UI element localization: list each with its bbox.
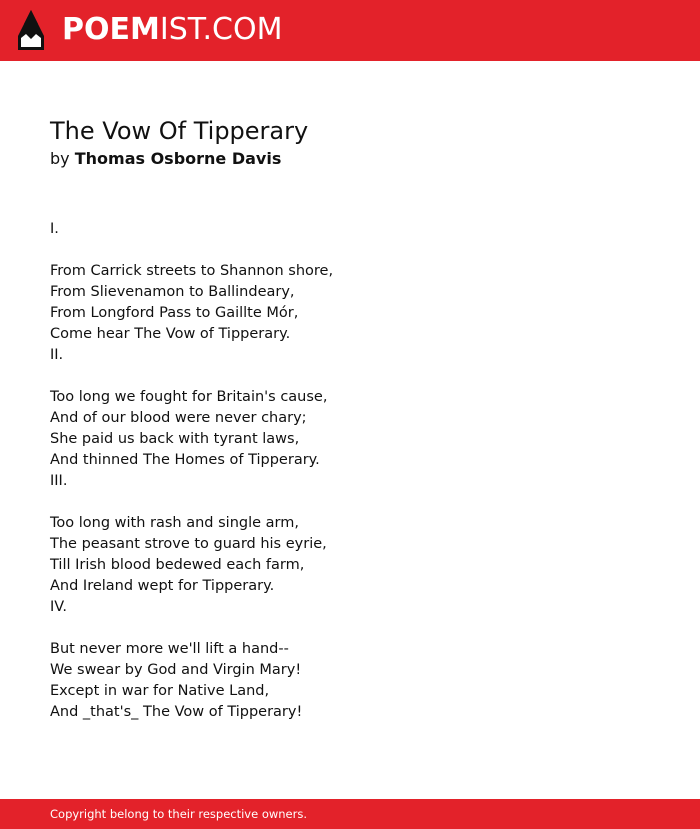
poem-line xyxy=(50,492,333,513)
poem-byline xyxy=(50,149,281,169)
pencil-tip-icon xyxy=(18,10,44,50)
logo-bold-text: POEM xyxy=(62,12,160,47)
poem-line xyxy=(50,618,333,639)
poem-line: From Longford Pass to Gaillte Mór, xyxy=(50,305,299,321)
poem-author: Thomas Osborne Davis xyxy=(74,149,282,168)
site-header xyxy=(0,0,700,61)
poem-line xyxy=(50,366,333,387)
poem-line: And of our blood were never chary; xyxy=(50,410,307,426)
site-footer xyxy=(0,799,700,829)
poem-line: Too long with rash and single arm, xyxy=(50,515,299,531)
poem-line: Come hear The Vow of Tipperary. xyxy=(50,326,291,342)
poem-line: II. xyxy=(50,347,64,363)
poem-line: Too long we fought for Britain's cause, xyxy=(50,389,328,405)
poem-line: From Slievenamon to Ballindeary, xyxy=(50,284,295,300)
poem-line: From Carrick streets to Shannon shore, xyxy=(50,263,334,279)
poem-line: And thinned The Homes of Tipperary. xyxy=(50,452,320,468)
by-label: by xyxy=(50,149,70,168)
copyright-text: Copyright belong to their respective owners. xyxy=(50,807,308,821)
poem-line: III. xyxy=(50,473,68,489)
poem-line: I. xyxy=(50,221,59,237)
poem-title: The Vow Of Tipperary xyxy=(50,117,309,145)
poem-line: She paid us back with tyrant laws, xyxy=(50,431,300,447)
poem-line xyxy=(50,240,333,261)
poem-line: Except in war for Native Land, xyxy=(50,683,270,699)
logo-light-text: IST.COM xyxy=(159,12,283,47)
poem-line: Till Irish blood bedewed each farm, xyxy=(50,557,305,573)
poem-line: IV. xyxy=(50,599,67,615)
poem-line: We swear by God and Virgin Mary! xyxy=(50,662,302,678)
poem-body xyxy=(50,219,333,723)
poem-line: The peasant strove to guard his eyrie, xyxy=(50,536,327,552)
poem-line: But never more we'll lift a hand-- xyxy=(50,641,289,657)
site-logo-link[interactable] xyxy=(62,13,282,47)
poem-line: And _that's_ The Vow of Tipperary! xyxy=(50,704,303,720)
poem-line: And Ireland wept for Tipperary. xyxy=(50,578,275,594)
